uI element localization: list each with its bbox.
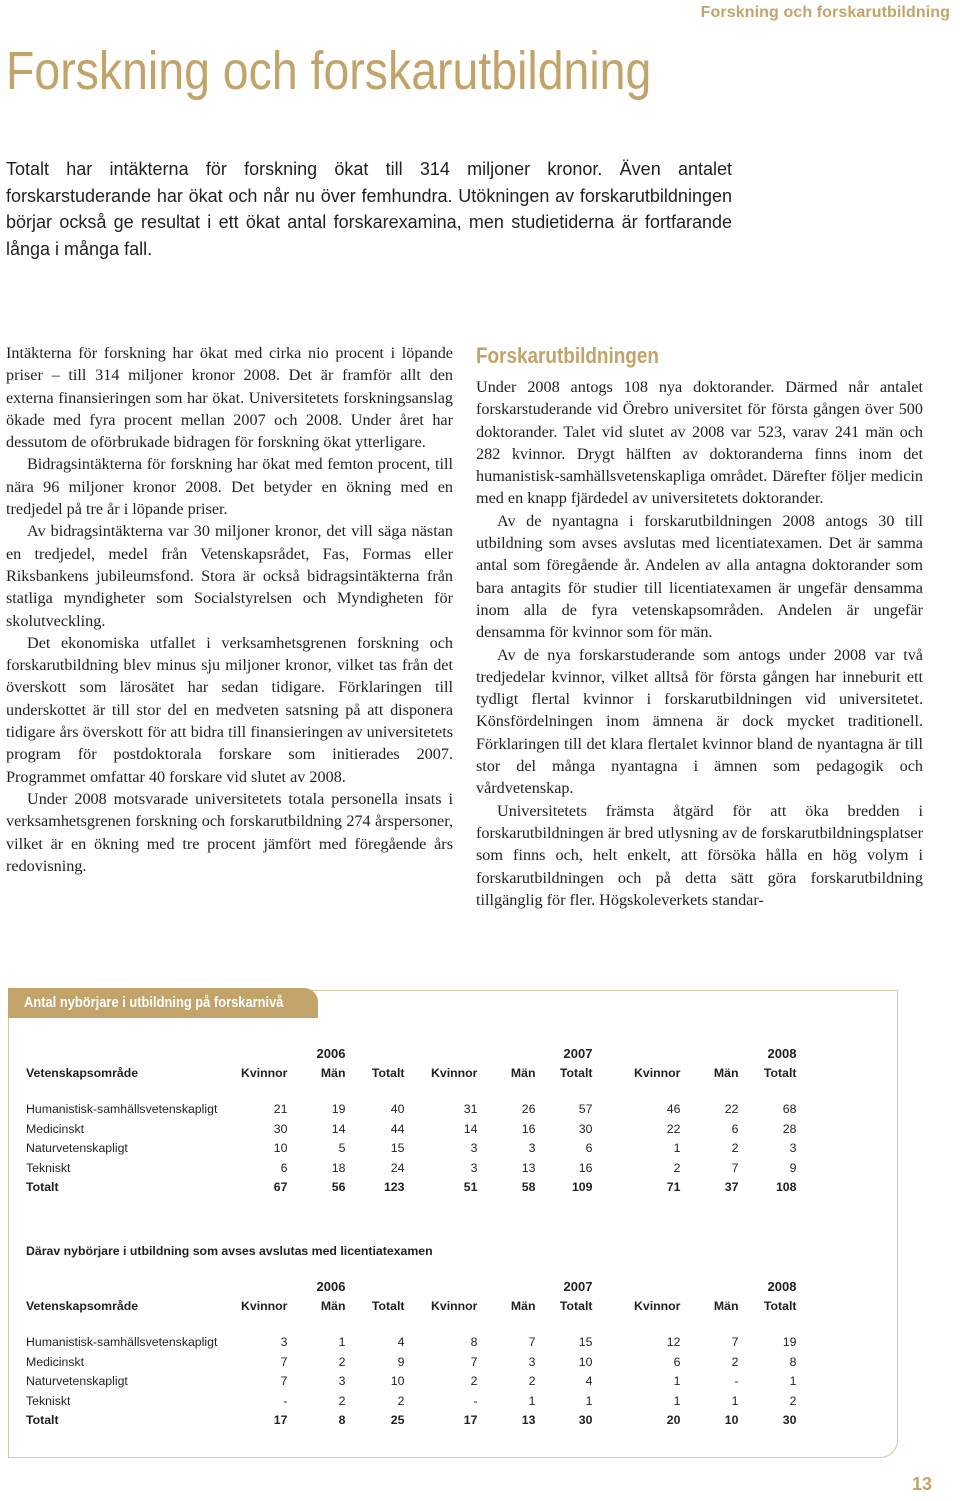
table-cell: 109 — [571, 1180, 593, 1194]
paragraph: Intäkterna för forskning har ökat med cirka nio procent i löpande priser – till 314 miljoner kronor 2008. Det är framför allt den externa finansieringen som har ökat. Universitetets forskningsanslag ökade med fyra procent mellan 2007 och 2008. Under året har dessutom de oförbrukade bidragen för forskning ökat ytterligare. — [6, 344, 453, 452]
table-cell: 6 — [731, 1121, 739, 1136]
row-label-cell: Totalt — [26, 1413, 59, 1427]
table-cell: 16 — [578, 1160, 593, 1175]
year-label: 2008 — [767, 1046, 797, 1061]
table-cell: 7 — [731, 1335, 739, 1349]
table-cell: 56 — [331, 1180, 346, 1194]
table-cell: 18 — [331, 1160, 346, 1175]
paragraph: Av de nyantagna i forskarutbildningen 2008 antogs 30 till utbildning som avses avslutas med licentiatexamen. Det är samma antal som föregående år. Andelen av alla antagna doktorander som bara antagits för studier till licentiatexamen är ungefär densamma inom alla de fyra vetenskapsområden. Andelen är ungefär densamma för kvinnor som för män. — [476, 511, 923, 642]
row-label-cell: Humanistisk-samhällsvetenskapligt — [26, 1102, 218, 1116]
table-panel-title: Antal nybörjare i utbildning på forskarnivå — [24, 994, 284, 1011]
table-cell: 1 — [585, 1393, 593, 1408]
column-header: Totalt — [371, 1298, 405, 1313]
section-heading: Forskarutbildningen — [476, 343, 659, 368]
table-cell: 15 — [390, 1141, 405, 1155]
column-header: Kvinnor — [241, 1298, 288, 1313]
year-label: 2008 — [767, 1279, 797, 1294]
table-cell: - — [473, 1393, 478, 1408]
table-cell: 3 — [528, 1354, 536, 1369]
table-cell: 3 — [789, 1141, 797, 1155]
table-row — [26, 1353, 796, 1373]
table-cell: 25 — [390, 1413, 405, 1427]
year-label: 2006 — [316, 1279, 346, 1294]
table-cell: 2 — [470, 1374, 478, 1388]
column-header: Totalt — [763, 1065, 797, 1080]
table-cell: 1 — [673, 1393, 681, 1408]
column-header: Vetenskapsområde — [26, 1065, 139, 1080]
table-cell: 5 — [338, 1141, 346, 1155]
table-cell: 1 — [338, 1335, 346, 1349]
table-cell: 3 — [528, 1141, 536, 1155]
table-cell: 22 — [666, 1121, 681, 1136]
table-cell: 3 — [280, 1335, 288, 1349]
column-header: Män — [320, 1298, 346, 1313]
table-cell: 16 — [521, 1121, 536, 1136]
table-cell: 67 — [273, 1180, 288, 1194]
table-cell: 1 — [673, 1141, 681, 1155]
paragraph: Universitetets främsta åtgärd för att öka bredden i forskarutbildningen är bred utlysning av de forskarutbildningsplatser som finns och, helt enkelt, att försöka hålla en hög volym i forskarutbildningen och på detta sätt göra forskarutbildning tillgänglig för fler. Högskoleverkets standar- — [476, 801, 923, 909]
paragraph: Under 2008 antogs 108 nya doktorander. Därmed når antalet forskarstuderande vid Örebro universitet för första gången över 500 doktorander. Talet vid slutet av 2008 var 523, varav 241 män och 282 kvinnor. Drygt hälften av doktoranderna finns inom det humanistisk-samhällsvetenskapliga området. Därefter följer medicin med en knapp fjärdedel av universitetets doktorander. — [476, 378, 923, 508]
table-cell: 71 — [666, 1180, 681, 1194]
table-cell: 4 — [585, 1374, 593, 1388]
column-header: Kvinnor — [634, 1298, 681, 1313]
table-cell: 19 — [331, 1102, 346, 1116]
table-cell: 4 — [397, 1335, 405, 1349]
table-row — [26, 1120, 796, 1140]
column-header: Män — [713, 1065, 739, 1080]
table-row — [26, 1333, 796, 1353]
table-year-row — [26, 1277, 796, 1297]
column-header: Vetenskapsområde — [26, 1298, 139, 1313]
table-total-row — [26, 1178, 796, 1198]
table-cell: 57 — [578, 1102, 593, 1116]
table-cell: 51 — [463, 1180, 478, 1194]
table-cell: 2 — [673, 1160, 681, 1175]
right-column — [476, 342, 923, 911]
intro-paragraph: Totalt har intäkterna för forskning ökat till 314 miljoner kronor. Även antalet forskarstuderande har ökat och når nu över femhundra. Utökningen av forskarutbildningen börjar också ge resultat i ett ökat antal forskarexamina, men studietiderna är fortfarande långa i många fall. — [6, 159, 732, 260]
table-cell: 123 — [383, 1180, 405, 1194]
table-year-row — [26, 1044, 796, 1064]
table-cell: 6 — [585, 1141, 593, 1155]
row-label-cell: Tekniskt — [26, 1393, 71, 1408]
table-cell: 19 — [782, 1335, 797, 1349]
table-cell: 8 — [470, 1335, 478, 1349]
column-header: Kvinnor — [241, 1065, 288, 1080]
column-header: Totalt — [559, 1298, 593, 1313]
running-header: Forskning och forskarutbildning — [700, 4, 950, 21]
column-header: Kvinnor — [431, 1065, 478, 1080]
table-cell: 30 — [273, 1121, 288, 1136]
column-header: Totalt — [371, 1065, 405, 1080]
paragraph: Bidragsintäkterna för forskning har ökat med femton procent, till nära 96 miljoner kronor 2008. Det betyder en ökning med en tredjedel på tre år i löpande priser. — [6, 455, 453, 519]
table-cell: - — [734, 1374, 739, 1388]
table-cell: 1 — [673, 1374, 681, 1388]
table-row — [26, 1139, 796, 1159]
table-licentiate-students — [26, 1277, 796, 1431]
table-header-row — [26, 1064, 796, 1084]
table-cell: 108 — [775, 1180, 797, 1194]
row-label-cell: Tekniskt — [26, 1160, 71, 1175]
table-cell: 24 — [390, 1160, 405, 1175]
table-cell: 7 — [528, 1335, 536, 1349]
table-cell: 14 — [463, 1121, 478, 1136]
table-cell: 14 — [331, 1121, 346, 1136]
table-cell: 10 — [390, 1374, 405, 1388]
table-cell: 1 — [731, 1393, 739, 1408]
table-new-doctoral-students — [26, 1044, 796, 1198]
table-cell: 37 — [724, 1180, 739, 1194]
table-cell: 6 — [280, 1160, 288, 1175]
row-label-cell: Totalt — [26, 1180, 59, 1194]
paragraph: Det ekonomiska utfallet i verksamhetsgrenen forskning och forskarutbildning blev minus sju miljoner kronor, vilket tas från det överskott som lärosätet har sedan tidigare. Förklaringen till underskottet är till stor del en medveten satsning på att disponera tidigare års överskott för att bidra till finansieringen av universitetets program för postdoktorala forskare som initierades 2007. Programmet omfattar 40 forskare vid slutet av 2008. — [6, 633, 453, 786]
table-cell: 40 — [390, 1102, 405, 1116]
table-cell: 44 — [390, 1121, 405, 1136]
row-label-cell: Naturvetenskapligt — [26, 1141, 128, 1155]
table-cell: 3 — [338, 1374, 346, 1388]
table-cell: 7 — [280, 1354, 288, 1369]
page-number: 13 — [911, 1474, 932, 1494]
table-cell: 30 — [782, 1413, 797, 1427]
table-cell: 12 — [666, 1335, 681, 1349]
table-cell: 8 — [338, 1413, 346, 1427]
table-cell: 28 — [782, 1121, 797, 1136]
table-cell: 2 — [528, 1374, 536, 1388]
table-cell: 7 — [280, 1374, 288, 1388]
table-cell: 7 — [731, 1160, 739, 1175]
table-cell: 20 — [666, 1413, 681, 1427]
column-header: Totalt — [559, 1065, 593, 1080]
row-label-cell: Naturvetenskapligt — [26, 1374, 128, 1388]
table-cell: 2 — [338, 1354, 346, 1369]
table-cell: 7 — [470, 1354, 478, 1369]
table-cell: 30 — [578, 1413, 593, 1427]
table-cell: 2 — [397, 1393, 405, 1408]
year-label: 2006 — [316, 1046, 346, 1061]
table-cell: 21 — [273, 1102, 288, 1116]
page-title: Forskning och forskarutbildning — [6, 41, 652, 101]
table-panel-tab — [8, 988, 318, 1018]
table-cell: 10 — [578, 1354, 593, 1369]
row-label-cell: Medicinskt — [26, 1354, 85, 1369]
table-cell: 3 — [470, 1141, 478, 1155]
column-header: Totalt — [763, 1298, 797, 1313]
table-cell: 13 — [521, 1160, 536, 1175]
table-row — [26, 1372, 796, 1392]
table-cell: 31 — [463, 1102, 478, 1116]
table-cell: 1 — [789, 1374, 797, 1388]
paragraph: Under 2008 motsvarade universitetets totala personella insats i verksamhetsgrenen forskning och forskarutbildning 274 årspersoner, vilket är en ökning med tre procent jämfört med föregående års redovisning. — [6, 789, 453, 875]
left-column — [6, 342, 453, 877]
table-cell: - — [283, 1393, 288, 1408]
table-cell: 17 — [273, 1413, 288, 1427]
table-cell: 22 — [724, 1102, 739, 1116]
column-header: Kvinnor — [431, 1298, 478, 1313]
table-cell: 10 — [724, 1413, 739, 1427]
table-subtitle: Därav nybörjare i utbildning som avses avslutas med licentiatexamen — [26, 1244, 433, 1258]
table-cell: 58 — [521, 1180, 536, 1194]
paragraph: Av de nya forskarstuderande som antogs under 2008 var två tredjedelar kvinnor, vilket alltså för första gången har inneburit ett tydligt flertal kvinnor i forskarutbildningen vid universitetet. Könsfördelningen inom ämnena är dock mycket traditionell. Förklaringen till det klara flertalet kvinnor bland de nyantagna är till stor del många nyantagna i ämnen som pedagogik och vårdvetenskap. — [476, 645, 923, 798]
column-header: Män — [713, 1298, 739, 1313]
row-label-cell: Humanistisk-samhällsvetenskapligt — [26, 1335, 218, 1349]
year-label: 2007 — [563, 1046, 593, 1061]
column-header: Män — [510, 1065, 536, 1080]
table-cell: 15 — [578, 1335, 593, 1349]
table-cell: 10 — [273, 1141, 288, 1155]
table-row — [26, 1100, 796, 1120]
table-cell: 8 — [789, 1354, 797, 1369]
year-label: 2007 — [563, 1279, 593, 1294]
table-total-row — [26, 1411, 796, 1431]
table-cell: 2 — [338, 1393, 346, 1408]
row-label-cell: Medicinskt — [26, 1121, 85, 1136]
paragraph: Av bidragsintäkterna var 30 miljoner kronor, det vill säga nästan en tredjedel, medel från Vetenskapsrådet, Fas, Formas eller Riksbankens jubileumsfond. Stora är också bidragsintäkterna från statliga myndigheter som Socialstyrelsen och Myndigheten för skolutveckling. — [6, 522, 453, 630]
column-header: Kvinnor — [634, 1065, 681, 1080]
table-cell: 2 — [789, 1393, 797, 1408]
table-row — [26, 1392, 796, 1412]
table-cell: 46 — [666, 1102, 681, 1116]
table-cell: 2 — [731, 1354, 739, 1369]
table-cell: 2 — [731, 1141, 739, 1155]
table-cell: 1 — [528, 1393, 536, 1408]
table-header-row — [26, 1297, 796, 1317]
table-row — [26, 1159, 796, 1179]
table-cell: 17 — [463, 1413, 478, 1427]
table-cell: 9 — [789, 1160, 797, 1175]
table-cell: 9 — [397, 1354, 405, 1369]
table-cell: 68 — [782, 1102, 797, 1116]
table-cell: 30 — [578, 1121, 593, 1136]
column-header: Män — [510, 1298, 536, 1313]
table-cell: 13 — [521, 1413, 536, 1427]
table-cell: 26 — [521, 1102, 536, 1116]
table-cell: 3 — [470, 1160, 478, 1175]
table-cell: 6 — [673, 1354, 681, 1369]
column-header: Män — [320, 1065, 346, 1080]
